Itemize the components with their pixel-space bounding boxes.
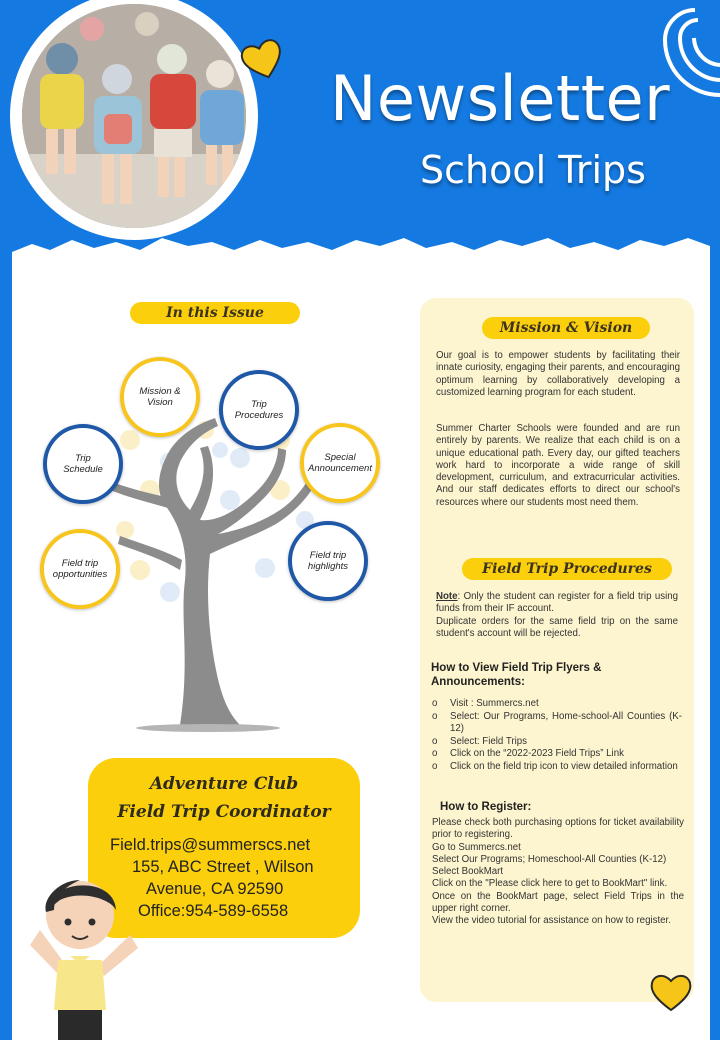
issue-item-schedule [43,424,123,504]
issue-item-mission-label: Mission & Vision [139,385,181,408]
procedures-note [436,591,678,616]
newsletter-subtitle: School Trips [420,148,646,192]
note-label: Note [436,591,458,602]
issue-item-opportunities-label: Field trip opportunities [52,557,108,580]
coordinator-address-line2: Avenue, CA 92590 [146,880,284,898]
list-item: o Click on the “2022-2023 Field Trips” Link [432,748,682,761]
coordinator-address-line1: 155, ABC Street , Wilson [132,858,314,876]
header-photo-frame [10,0,258,240]
issue-item-announcement-label: Special Announcement [308,451,372,474]
list-item: o Select: Our Programs, Home-school-All Counties (K-12) [432,711,682,736]
coordinator-office-phone: Office:954-589-6558 [138,902,289,920]
register-steps [432,817,684,928]
children-photo-illustration [22,4,246,228]
register-line: Once on the BookMart page, select Field Trips in the upper right corner. [432,890,684,915]
mission-paragraph-1: Our goal is to empower students by facilitating their innate curiosity, engaging their parents, and encouraging optimum learning by collaboratively developing a customized learning program for each student. [436,350,680,398]
issue-item-opportunities [40,529,120,609]
heart-icon [648,972,694,1012]
list-item: o Click on the field trip icon to view detailed information [432,761,682,774]
issue-item-highlights [288,521,368,601]
procedures-heading: Field Trip Procedures [462,558,672,580]
issue-item-schedule-label: Trip Schedule [63,452,103,475]
coordinator-title-line2: Field Trip Coordinator [117,802,331,822]
view-flyers-heading: How to View Field Trip Flyers & Announcements: [431,662,602,688]
issue-item-procedures-label: Trip Procedures [234,398,284,421]
issue-item-mission [120,357,200,437]
mission-heading: Mission & Vision [482,317,650,339]
newsletter-title: Newsletter [330,62,671,135]
children-photo [22,4,246,228]
register-line: Select BookMart [432,866,504,878]
register-line: Please check both purchasing options for ticket availability prior to registering. [432,817,684,841]
procedures-duplicate-text: Duplicate orders for the same field trip on the same student's account will be rejected. [436,616,678,640]
heart-icon [240,38,286,80]
register-line: Select Our Programs; Homeschool-All Counties (K-12) [432,853,667,865]
list-item: o Visit : Summercs.net [432,698,682,711]
register-line: Go to Summercs.net [432,841,521,853]
issue-item-highlights-label: Field trip highlights [307,549,349,572]
register-line: View the video tutorial for assistance on how to register. [432,915,671,927]
mission-paragraph-2: Summer Charter Schools were founded and are run entirely by parents. We realize that each child is on a unique educational path. Every day, our gifted teachers work hard to incorporate a wide range of skill development, curriculum, and extracurricular activities. And our staff dedicates efforts to direct our school's resources where our students most need them. [436,423,680,508]
in-this-issue-heading: In this Issue [130,302,300,324]
kid-illustration [20,860,140,1040]
list-item: o Select: Field Trips [432,736,682,749]
issue-item-announcement [300,423,380,503]
register-line: Click on the "Please click here to get to BookMart" link. [432,878,668,890]
view-steps-list [432,698,682,773]
coordinator-title-line1: Adventure Club [149,774,299,794]
coordinator-email: Field.trips@summerscs.net [110,836,311,854]
register-heading: How to Register: [440,801,532,813]
issue-item-procedures [219,370,299,450]
note-text: : Only the student can register for a field trip using funds from their IF account. [436,591,678,615]
